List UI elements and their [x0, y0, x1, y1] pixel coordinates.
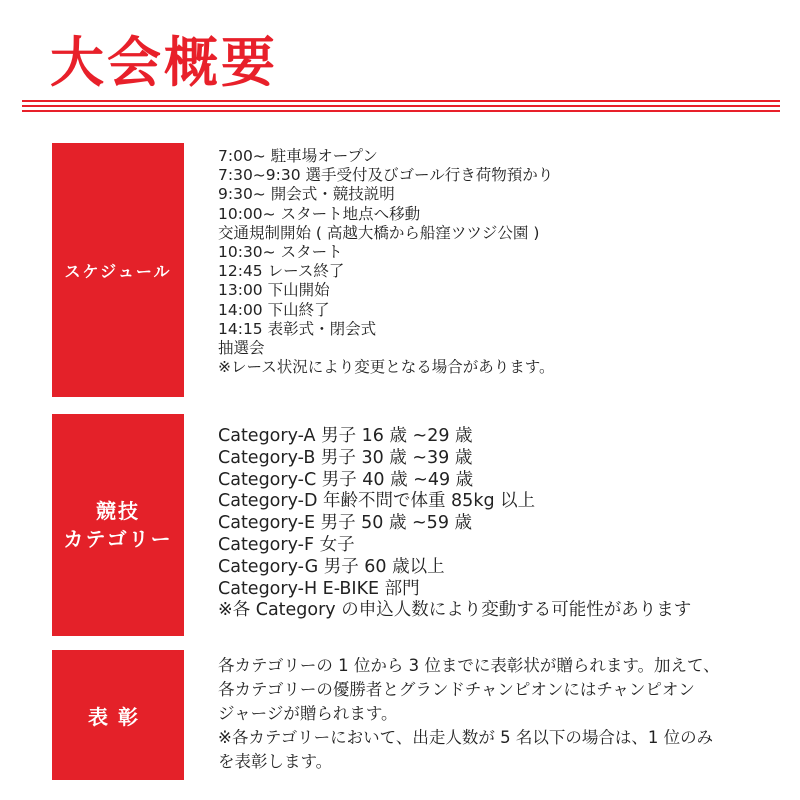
schedule-line: 14:00 下山終了	[218, 300, 330, 319]
category-section	[52, 414, 782, 636]
category-line: Category-E 男子 50 歳 ~59 歳	[218, 513, 473, 534]
award-section	[52, 650, 782, 780]
schedule-section	[52, 143, 782, 397]
schedule-line: 7:30~9:30 選手受付及びゴール行き荷物預かり	[218, 166, 554, 185]
schedule-label	[52, 143, 184, 397]
schedule-line: 交通規制開始 ( 高越大橋から船窪ツツジ公園 )	[218, 223, 540, 242]
schedule-line: 10:30~ スタート	[218, 243, 343, 262]
award-content	[218, 654, 798, 774]
category-line: Category-F 女子	[218, 534, 355, 555]
title-underline	[22, 100, 780, 115]
award-note: を表彰します。	[218, 752, 333, 771]
award-label	[52, 650, 184, 780]
category-line: Category-D 年齢不問で体重 85kg 以上	[218, 491, 536, 512]
category-note: ※各 Category の申込人数により変動する可能性があります	[218, 600, 692, 621]
category-label-line1: 競技	[95, 499, 140, 523]
schedule-content	[218, 147, 798, 377]
category-line: Category-C 男子 40 歳 ~49 歳	[218, 469, 474, 490]
category-line: Category-A 男子 16 歳 ~29 歳	[218, 426, 473, 446]
category-label-line2: カテゴリー	[63, 527, 173, 551]
award-line: 各カテゴリーの 1 位から 3 位までに表彰状が贈られます。加えて、	[218, 656, 720, 675]
category-line: Category-H E-BIKE 部門	[218, 578, 420, 599]
category-label	[52, 414, 184, 636]
schedule-note: ※レース状況により変更となる場合があります。	[218, 358, 555, 377]
category-content	[218, 426, 798, 622]
award-note: ※各カテゴリーにおいて、出走人数が 5 名以下の場合は、1 位のみ	[218, 728, 714, 747]
schedule-line: 10:00~ スタート地点へ移動	[218, 204, 421, 223]
page-title: 大会概要	[50, 31, 278, 94]
schedule-line: 7:00~ 駐車場オープン	[218, 147, 378, 165]
schedule-line: 9:30~ 開会式・競技説明	[218, 185, 395, 204]
award-line: 各カテゴリーの優勝者とグランドチャンピオンにはチャンピオン	[218, 680, 695, 699]
schedule-label-text: スケジュール	[64, 261, 172, 281]
schedule-line: 抽選会	[218, 339, 265, 358]
schedule-line: 13:00 下山開始	[218, 281, 330, 300]
category-line: Category-B 男子 30 歳 ~39 歳	[218, 447, 473, 468]
award-label-text: 表彰	[88, 704, 148, 729]
category-line: Category-G 男子 60 歳以上	[218, 556, 445, 577]
schedule-line: 14:15 表彰式・閉会式	[218, 319, 377, 338]
award-line: ジャージが贈られます。	[218, 704, 398, 723]
schedule-line: 12:45 レース終了	[218, 262, 345, 281]
